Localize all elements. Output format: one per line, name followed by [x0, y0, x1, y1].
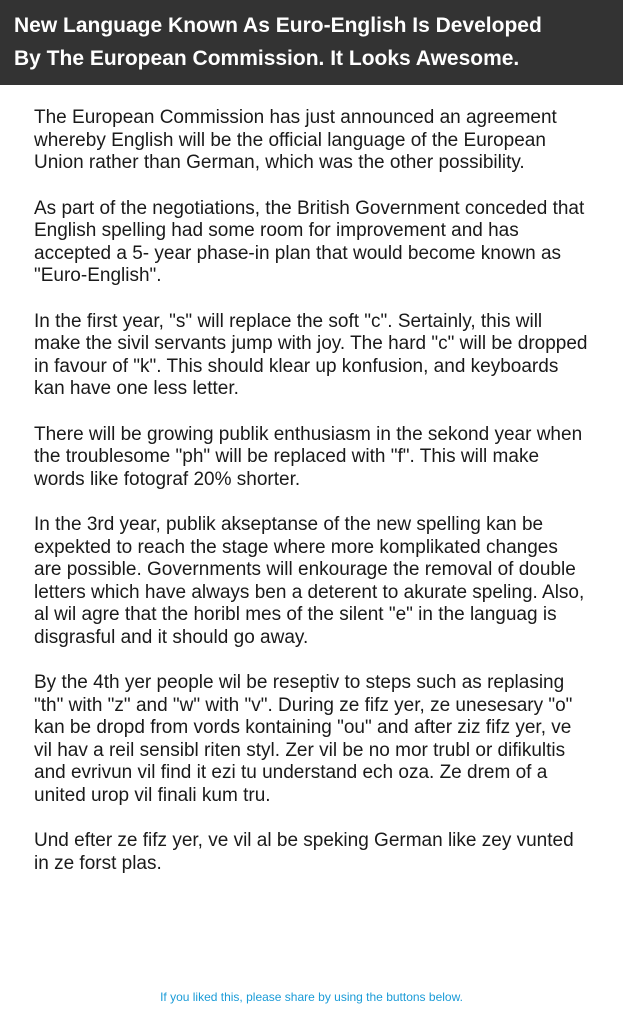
article-paragraph-2: As part of the negotiations, the British Government conceded that English spelling had some room for improvement and has accepted a 5- year phase-in plan that would become known as "Euro-English".: [34, 197, 585, 286]
article-paragraph-4: There will be growing publik enthusiasm in the sekond year when the troublesome "ph" will be replaced with "f". This will make words like fotograf 20% shorter.: [34, 423, 583, 490]
page-title-line-1: New Language Known As Euro-English Is Developed: [14, 14, 542, 37]
article-paragraph-3: In the first year, "s" will replace the soft "c". Sertainly, this will make the sivil servants jump with joy. The hard "c" will be dropped in favour of "k". This should klear up konfusion, and keyboards kan have one less letter.: [34, 310, 588, 399]
page-title-line-2: By The European Commission. It Looks Awesome.: [14, 47, 520, 70]
article-paragraph-5: In the 3rd year, publik akseptanse of the new spelling kan be expekted to reach the stage where more komplikated changes are possible. Governments will enkourage the removal of double letters which have always ben a deterent to akurate speling. Also, al wil agre that the horibl mes of the silent "e" in the languag is disgrasful and it should go away.: [34, 514, 585, 648]
page-title: [14, 9, 609, 75]
title-banner: [0, 0, 623, 85]
article-paragraph-1: The European Commission has just announced an agreement whereby English will be the official language of the European Union rather than German, which was the other possibility.: [34, 107, 557, 173]
article-paragraph-6: By the 4th yer people wil be reseptiv to steps such as replasing "th" with "z" and "w" with "v". During ze fifz yer, ze unesesary "o" kan be dropd from vords kontaining "ou" and after ziz fifz yer, ve vil hav a reil sensibl riten styl. Zer vil be no mor trubl or difikultis and evrivun vil find it ezi tu understand ech oza. Ze drem of a united urop vil finali kum tru.: [34, 672, 573, 806]
article-body: [0, 85, 623, 875]
article-paragraph-7: Und efter ze fifz yer, ve vil al be speking German like zey vunted in ze forst plas.: [34, 830, 574, 874]
share-note: If you liked this, please share by using the buttons below.: [160, 990, 463, 1004]
